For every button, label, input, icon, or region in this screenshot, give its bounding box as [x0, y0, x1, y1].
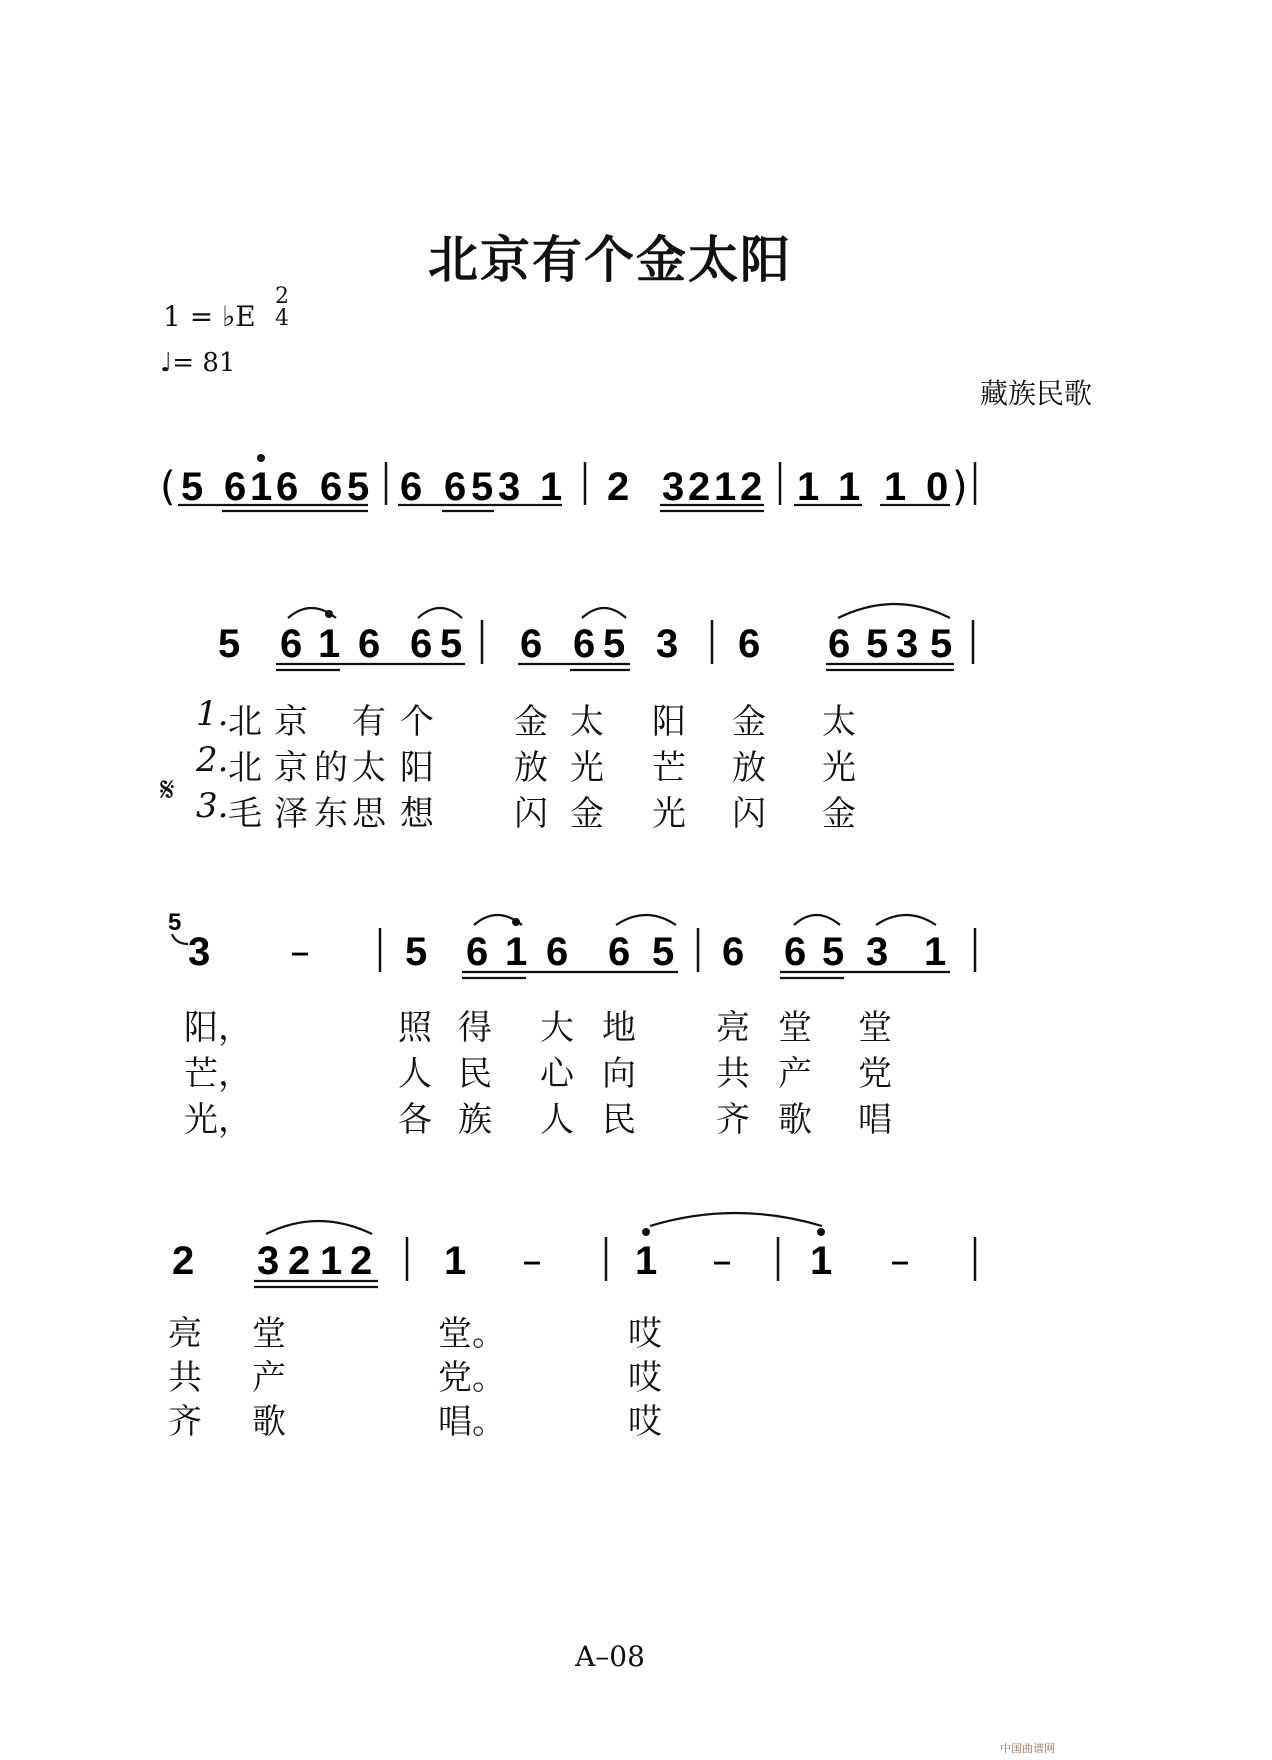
lyric-char: 光 — [570, 748, 604, 788]
note: 2 — [688, 465, 711, 509]
lyric-char: 光 — [822, 748, 856, 788]
slur — [582, 608, 626, 618]
note: 6 — [466, 930, 489, 974]
lyric-char: 毛 — [228, 794, 262, 834]
note: 3 — [188, 930, 211, 974]
lyric-char: 金 — [514, 702, 548, 742]
note: 6 — [573, 622, 596, 666]
note: 2 — [607, 465, 630, 509]
note: 6 — [444, 465, 467, 509]
lyric-char: 北 — [228, 702, 262, 742]
note: 2 — [350, 1239, 373, 1283]
lyric-char: 放 — [514, 748, 548, 788]
page-number: A–08 — [575, 1640, 645, 1673]
note: 5 — [822, 930, 845, 974]
note: 6 — [784, 930, 807, 974]
lyric-char: 向 — [602, 1054, 636, 1094]
dash: – — [290, 929, 310, 975]
lyric-char: 阳， — [184, 1008, 252, 1048]
note: 5 — [866, 622, 889, 666]
note: 5 — [603, 622, 626, 666]
note: 6 — [828, 622, 851, 666]
song-title: 北京有个金太阳 — [428, 231, 792, 289]
intro-open-paren: ( — [160, 464, 176, 510]
lyric-char: 京 — [274, 702, 308, 742]
segno-mark: 𝄋 — [160, 770, 175, 810]
lyric-char: 歌 — [778, 1100, 812, 1140]
note: 2 — [740, 465, 763, 509]
lyric-char: 太 — [352, 748, 386, 788]
note: 5 — [930, 622, 953, 666]
dash: – — [712, 1238, 732, 1284]
slur — [616, 915, 676, 925]
lyric-char: 东 — [314, 794, 348, 834]
note: 1 — [884, 465, 907, 509]
note: 6 — [722, 930, 745, 974]
lyric-char: 党 — [858, 1054, 892, 1094]
note: 6 — [400, 465, 423, 509]
verse-number: 2. — [196, 740, 229, 780]
lyric-char: 共 — [168, 1358, 202, 1398]
lyric-char: 光 — [652, 794, 686, 834]
key-signature: 1 = ♭E — [163, 300, 256, 333]
lyric-char: 太 — [822, 702, 856, 742]
note: 6 — [276, 465, 299, 509]
note: 2 — [172, 1239, 195, 1283]
lyric-char: 太 — [570, 702, 604, 742]
lyric-char: 堂 — [778, 1008, 812, 1048]
lyric-char: 哎 — [628, 1358, 662, 1398]
melody-line-2 — [218, 604, 973, 670]
dash: – — [522, 1238, 542, 1284]
note: 1 — [924, 930, 947, 974]
lyric-char: 京 — [274, 748, 308, 788]
note: 5 — [405, 930, 428, 974]
lyric-char: 齐 — [168, 1402, 202, 1442]
note: 2 — [288, 1239, 311, 1283]
tie — [650, 1213, 822, 1226]
lyric-char: 人 — [398, 1054, 432, 1094]
note: 6 — [608, 930, 631, 974]
intro-close-paren: ) — [952, 464, 968, 510]
note: 6 — [738, 622, 761, 666]
note: 6 — [520, 622, 543, 666]
lyric-char: 阳 — [400, 748, 434, 788]
lyric-char: 各 — [398, 1100, 432, 1140]
note: 5 — [181, 465, 204, 509]
note: 1 — [444, 1239, 467, 1283]
lyric-char: 人 — [540, 1100, 574, 1140]
lyric-char: 金 — [570, 794, 604, 834]
note: 5 — [440, 622, 463, 666]
melody-line-4 — [172, 1213, 975, 1287]
time-signature-bottom: 4 — [275, 306, 289, 331]
high-octave-dot — [257, 454, 265, 462]
note: 1 — [810, 1239, 833, 1283]
lyric-char: 族 — [458, 1100, 492, 1140]
lyric-char: 唱 — [858, 1100, 892, 1140]
lyric-char: 歌 — [252, 1402, 286, 1442]
note: 3 — [896, 622, 919, 666]
note: 5 — [471, 465, 494, 509]
slur — [266, 1221, 372, 1234]
note: 1 — [635, 1239, 658, 1283]
lyric-char: 地 — [602, 1008, 636, 1048]
lyric-char: 共 — [716, 1054, 750, 1094]
note: 5 — [218, 622, 241, 666]
lyric-char: 哎 — [628, 1314, 662, 1354]
lyric-char: 哎 — [628, 1402, 662, 1442]
note: 3 — [866, 930, 889, 974]
slur — [418, 608, 462, 618]
lyric-char: 金 — [732, 702, 766, 742]
lyric-char: 的 — [314, 748, 348, 788]
note: 6 — [410, 622, 433, 666]
lyric-char: 堂 — [858, 1008, 892, 1048]
lyric-char: 民 — [458, 1054, 492, 1094]
note: 1 — [318, 622, 341, 666]
lyric-char: 照 — [398, 1008, 432, 1048]
lyric-char: 芒， — [184, 1054, 252, 1094]
lyric-char: 产 — [252, 1358, 286, 1398]
dash: – — [890, 1238, 910, 1284]
note: 0 — [926, 465, 949, 509]
lyric-char: 齐 — [716, 1100, 750, 1140]
note: 6 — [320, 465, 343, 509]
lyric-char: 闪 — [732, 794, 766, 834]
high-octave-dot — [642, 1228, 650, 1236]
composer-credit: 藏族民歌 — [980, 377, 1093, 410]
lyric-char: 党。 — [438, 1358, 506, 1398]
lyric-char: 金 — [822, 794, 856, 834]
lyric-char: 放 — [732, 748, 766, 788]
note: 1 — [714, 465, 737, 509]
note: 1 — [540, 465, 563, 509]
lyric-char: 心 — [540, 1054, 574, 1094]
slur — [876, 915, 936, 925]
lyric-char: 个 — [400, 702, 434, 742]
lyric-char: 亮 — [168, 1314, 202, 1354]
lyric-char: 民 — [602, 1100, 636, 1140]
note: 3 — [498, 465, 521, 509]
lyric-char: 唱。 — [438, 1402, 506, 1442]
high-octave-dot — [817, 1228, 825, 1236]
lyric-char: 想 — [400, 794, 434, 834]
note: 5 — [652, 930, 675, 974]
lyric-char: 得 — [458, 1008, 492, 1048]
lyric-char: 亮 — [716, 1008, 750, 1048]
lyric-char: 思 — [352, 794, 386, 834]
time-signature-top: 2 — [275, 284, 289, 309]
note: 6 — [358, 622, 381, 666]
lyric-char: 有 — [352, 702, 386, 742]
note: 6 — [224, 465, 247, 509]
note: 1 — [797, 465, 820, 509]
tempo-marking: ♩= 81 — [160, 348, 236, 378]
lyric-char: 产 — [778, 1054, 812, 1094]
note: 3 — [662, 465, 685, 509]
verse-number: 1. — [196, 694, 229, 734]
lyric-char: 闪 — [514, 794, 548, 834]
note: 3 — [656, 622, 679, 666]
grace-note: 5 — [168, 909, 182, 936]
note: 6 — [280, 622, 303, 666]
intro-line — [160, 454, 975, 511]
lyric-char: 堂 — [252, 1314, 286, 1354]
note: 1 — [250, 465, 273, 509]
lyric-char: 阳 — [652, 702, 686, 742]
verse-number: 3. — [196, 786, 229, 826]
slur — [794, 915, 840, 925]
footer-watermark-text: 中国曲谱网 — [1000, 1742, 1055, 1755]
lyric-char: 光， — [184, 1100, 252, 1140]
lyric-char: 堂。 — [438, 1314, 506, 1354]
melody-line-3 — [168, 909, 975, 978]
note: 3 — [257, 1239, 280, 1283]
slur — [838, 604, 950, 618]
note: 1 — [320, 1239, 343, 1283]
lyric-char: 泽 — [274, 794, 308, 834]
lyric-char: 芒 — [652, 748, 686, 788]
note: 1 — [838, 465, 861, 509]
note: 1 — [505, 930, 528, 974]
lyric-char: 大 — [540, 1008, 574, 1048]
lyric-char: 北 — [228, 748, 262, 788]
note: 5 — [347, 465, 370, 509]
note: 6 — [546, 930, 569, 974]
